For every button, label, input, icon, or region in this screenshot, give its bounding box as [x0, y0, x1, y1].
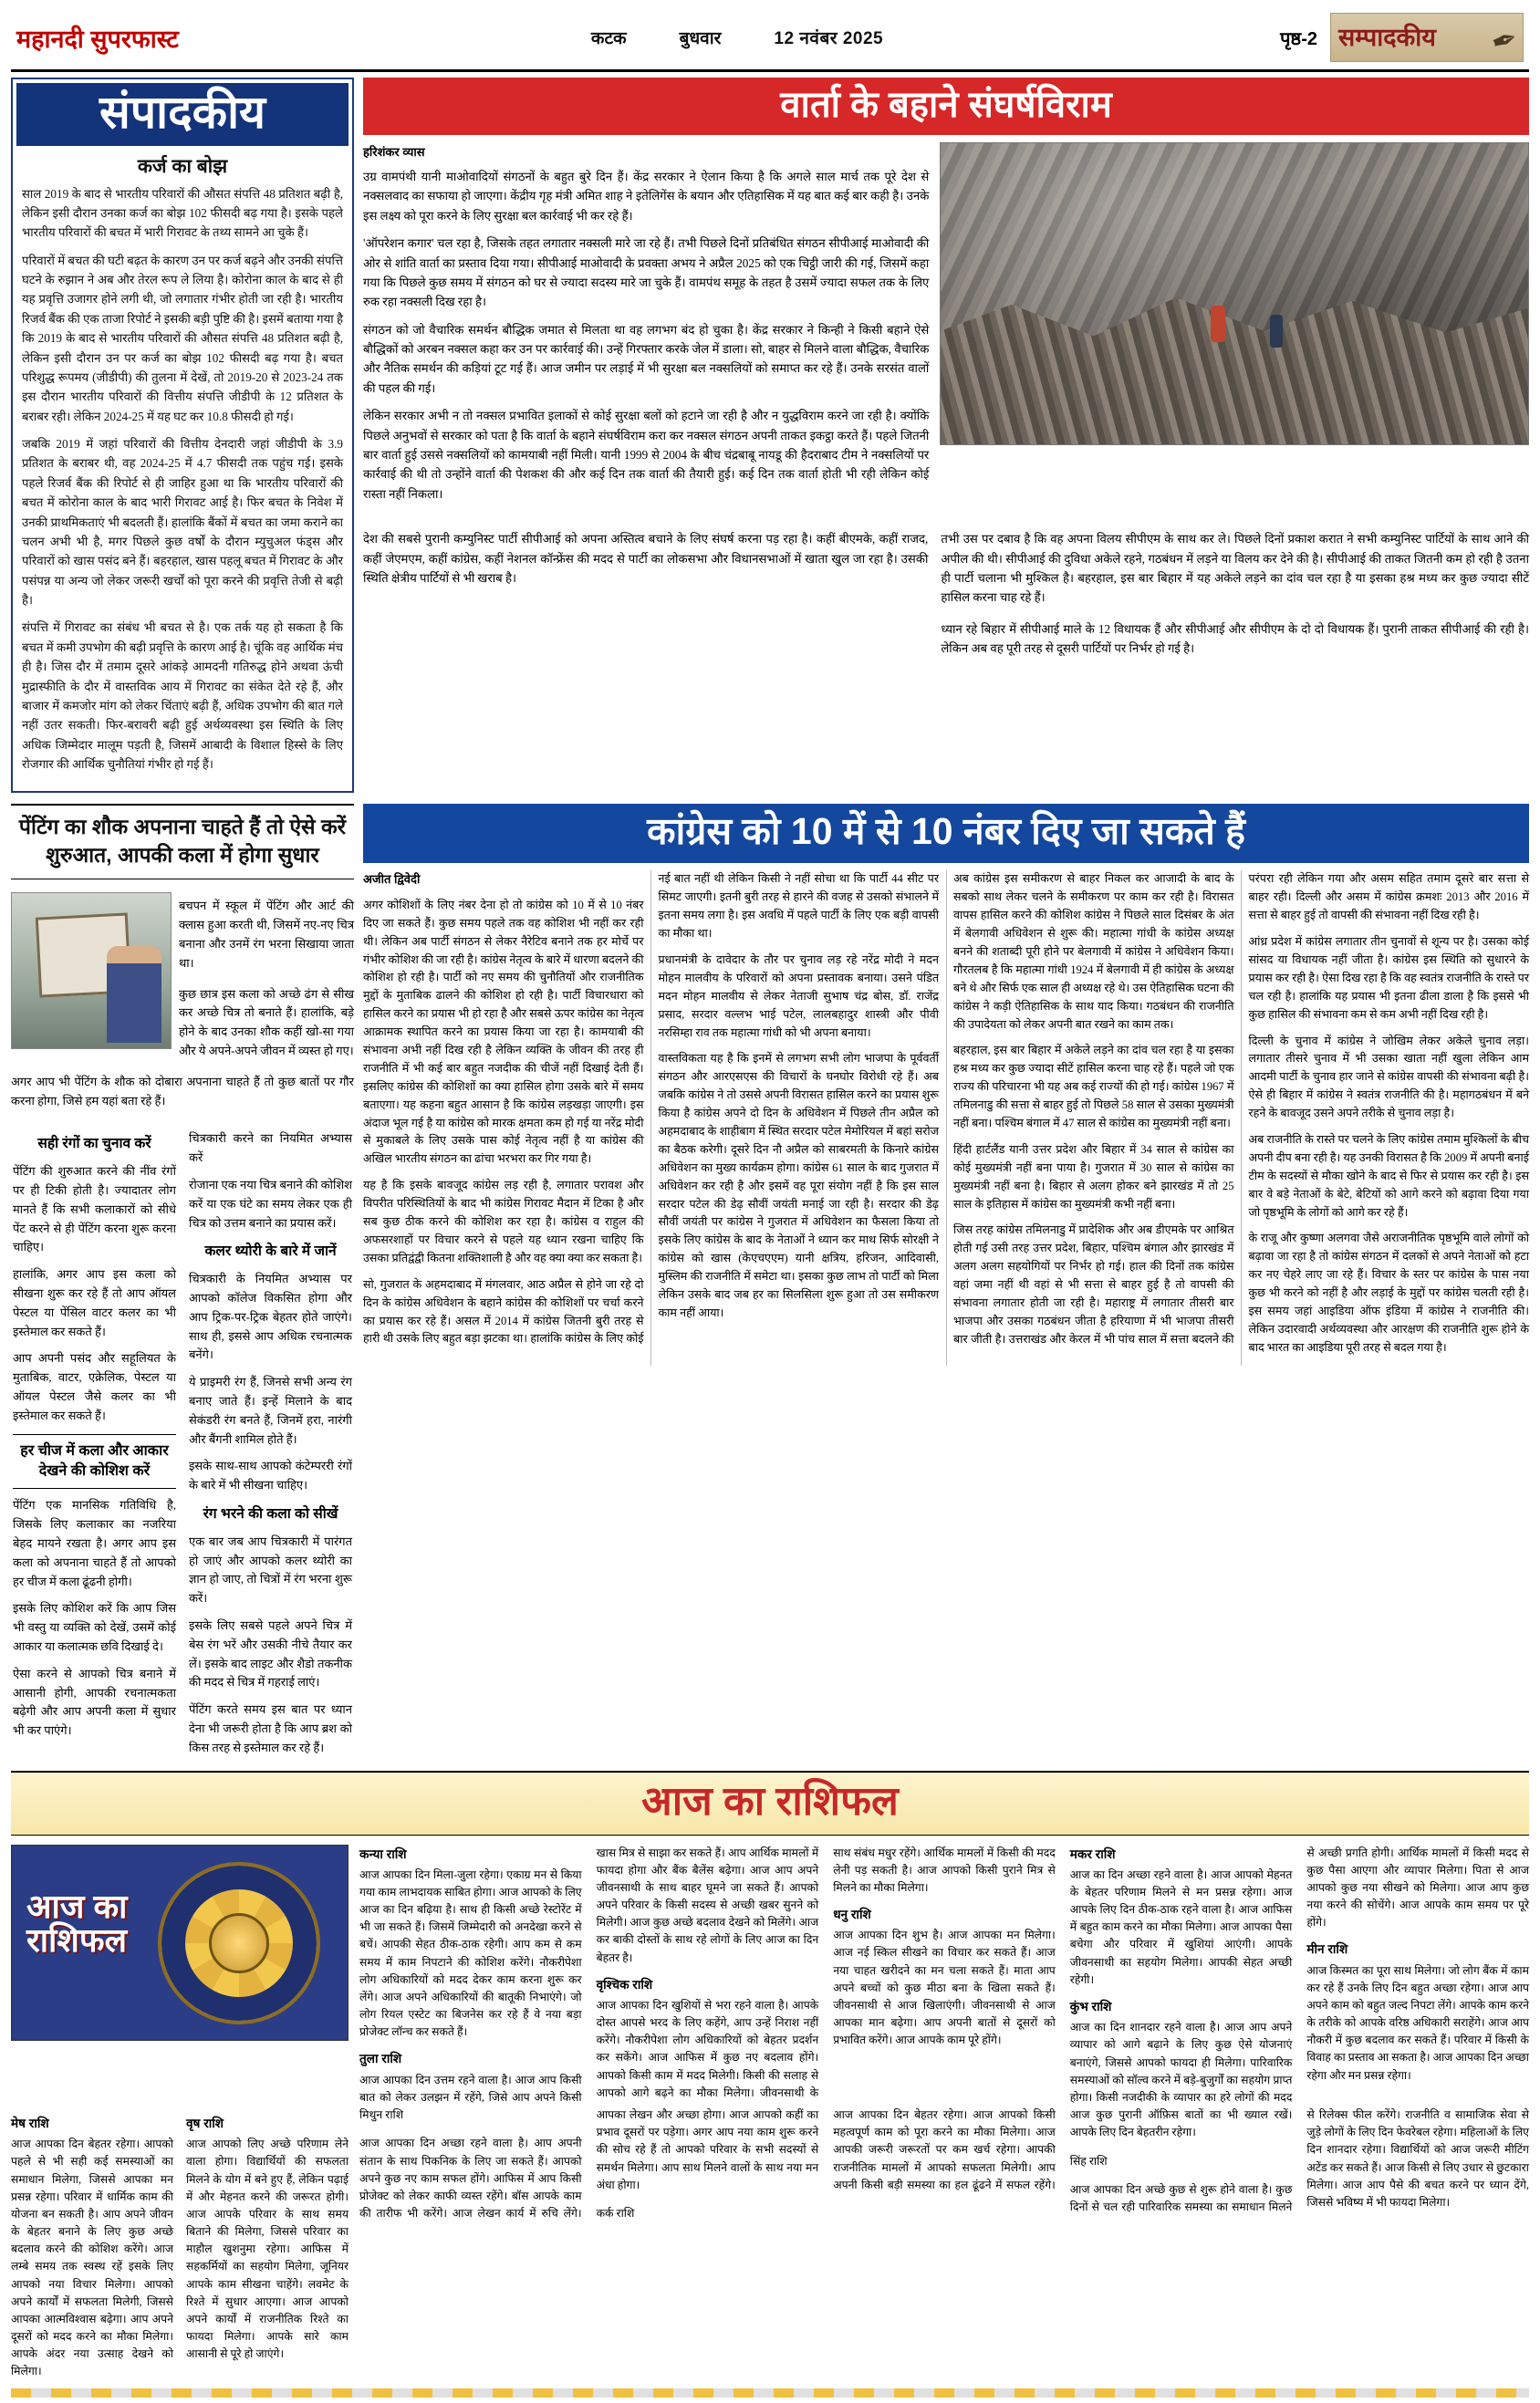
edition-label: कटक — [590, 29, 627, 48]
horoscope-columns-left — [11, 2107, 349, 2381]
artist-figure — [107, 946, 161, 1042]
zodiac-sign-name: धनु राशि — [833, 1908, 871, 1922]
decorative-bottom-strip — [11, 2388, 1529, 2398]
zodiac-sign-text: आज आपका दिन शुभ है। आज आपका मन मिलेगा। आज नई स्किल सीखने का विचार कर सकते हैं। आज नया चाहत खरीदने का मन चला सकते हैं। माता आप अपने बच्चों को कुछ मीठा बना के खिला सकते हैं। जीवनसाथी से आज खिलाएंगी। जीवनसाथी से आज आपका मान बढ़ेगा। आप अपनी बातों से दूसरों को प्रभावित करेंगे। आज आपके काम पूरे होंगे। — [833, 1929, 1056, 2047]
congress-paragraph: प्रधानमंत्री के दावेदार के तौर पर चुनाव लड़ रहे नरेंद्र मोदी ने मदन मोहन मालवीय के परिवारों को अपना प्रस्तावक बनाया। उसने पंडित मदन मोहन मालवीय से लेकर नेताजी सुभाष चंद्र बोस, डॉ. राजेंद्र प्रसाद, सरदार वल्लभ भाई पटेल, लालबहादुर शास्त्री और पीवी नरसिम्हा राव तक महात्मा गांधी को भी अपना बनाया। — [658, 952, 939, 1039]
congress-paragraph: अगर कोशिशों के लिए नंबर देना हो तो कांग्रेस को 10 में से 10 नंबर दिए जा सकते हैं। कुछ समय पहले तक वह कोशिश भी नहीं कर रही थी। लेकिन अब पार्टी संगठन से लेकर नैरेटिव बनाने तक हर मोर्चे पर गंभीर कोशिश की जा रही है। कांग्रेस नेतृत्व के बारे में धारणा बदलने की कोशिश हो रही है। पार्टी को नए समय की चुनौतियों और राजनीतिक मुद्दों के मुताबिक ढालने की कोशिश हो रही है। पार्टी विचारधारा को हासिल करने का प्रयास भी हो रहा है और सबसे ऊपर कांग्रेस का नेतृत्व आक्रामक स्थापित करने का प्रयास किया जा रहा है। कामयाबी की संभावना अभी नहीं दिख रही है लेकिन व्यक्ति के जीवन की तरह ही राजनीति में भी कई बार बहुत नजदीक की चीजें नहीं दिखाई देती हैं। इसलिए कांग्रेस की कोशिशों का क्या हासिल होगा उसके बारे में समय बताएगा। यह कहना बहुत आसान है कि कांग्रेस लड़खड़ा जाएगी। इस अंदाज भूल गई है या कांग्रेस को मारक क्षमता कम हो गई या नरेंद्र मोदी से मुकाबले के लिए उसके पास कोई नेतृत्व नहीं है या कांग्रेस की अखिल भारतीय संगठन का ढांचा भरभरा कर गिर गया है। — [363, 898, 644, 1166]
zodiac-sign-text: आज किस्मत का पूरा साथ मिलेगा। जो लोग बैंक में काम कर रहे हैं उनके लिए दिन बहुत अच्छा रहेगा। आज आप अपने काम को बहुत जल्द निपटा लेंगे। आपके काम करने के तरीके को आपके वरिष्ठ अधिकारी सराहेंगे। आज आप नौकरी में कुछ बदलाव कर सकते हैं। परिवार में किसी के विवाह का प्रस्ताव आ सकता है। आज आपका दिन अच्छा रहेगा और मन प्रसन्न रहेगा। — [1306, 1963, 1529, 2082]
congress-paragraph: वास्तविकता यह है कि इनमें से लगभग सभी लोग भाजपा के पूर्ववर्ती संगठन और आरएसएस की विचारों के घनघोर विरोधी रहे हैं। अब जबकि कांग्रेस ने तो उससे अपनी विरासत हासिल करने का प्रयास शुरू किया है कांग्रेस अपने दो दिन के अधिवेशन में पिछले तीन अप्रैल को अहमदाबाद के शाहीबाग में स्थित सरदार पटेल मेमोरियल में बहां सरोज का बैठक करेगी। दूसरे दिन नौ अप्रैल को साबरमती के किनारे कांग्रेस अधिवेशन का मुख्य कार्यक्रम होगा। कांग्रेस 61 साल के बाद गुजरात में अधिवेशन कर रही है और इसमें वह पूरा संयोग नहीं है कि इस साल सरदार पटेल की डेढ़ सौवीं जयंती मनाई जा रही है। सरदार की डेढ़ सौवीं जयंती पर कांग्रेस ने गुजरात में अधिवेशन का फैसला किया तो इसके लिए कांग्रेस के बाद के नेताओं ने ध्यान कर माथ सिर्फ सोरक्षी ने कांग्रेस को खास (केएचएएम) यानी क्षत्रिय, हरिजन, आदिवासी, मुस्लिम की राजनीति में समेटा था। इसका कुछ लाभ तो पार्टी को मिला लेकिन उसके बाद जब हर का सिलसिला शुरू हुआ तो उस समीकरण काम नहीं आया। — [658, 1052, 939, 1319]
ceasefire-headline: वार्ता के बहाने संघर्षविराम — [780, 85, 1112, 125]
ceasefire-byline: हरिशंकर व्यास — [363, 145, 425, 159]
ceasefire-text-column — [941, 517, 1529, 671]
editorial-paragraph: साल 2019 के बाद से भारतीय परिवारों की औसत संपत्ति 48 प्रतिशत बढ़ी है, लेकिन इसी दौरान उनका कर्ज का बोझ 102 फीसदी बढ़ गया है। इसके पहले भारतीय परिवारों की बचत में भारी गिरावट के तथ्य सामने आ चुके हैं। — [22, 186, 343, 240]
painting-boxed-headline: हर चीज में कला और आकार देखने की कोशिश करें — [13, 1434, 176, 1490]
painting-paragraph: पेंटिंग की शुरुआत करने की नींव रंगों पर ही टिकी होती है। ज्यादातर लोग मानते हैं कि सभी कलाकारों को सीधे पेंट करने से ही पेंटिंग करना शुरू करना चाहिए। — [13, 1164, 176, 1254]
ceasefire-article — [363, 78, 1529, 793]
zodiac-sign-name: मिथुन राशि — [359, 2108, 404, 2122]
zodiac-sign-text: आज आपका दिन बेहतर रहेगा। आपको पहले से भी सही कई समस्याओं का समाधान मिलेगा, जिससे आपका मन प्रसन्न रहेगा। परिवार में धार्मिक काम की योजना बन सकती है। आप अपने जीवन के बेहतर बनाने के लिए कुछ अच्छे बदलाव करने की कोशिश करेंगे। आज लम्बे समय तक स्वस्थ रहें इसके लिए आपको नया विचार मिलेगा। आपको अपने कार्यों में सफलता मिलेगी, जिससे आपका आत्मविश्वास बढ़ेगा। आप अपने दूसरों को मदद करने का मौका मिलेगा। आपके अंदर नया उत्साह देखने को मिलेगा। — [11, 2138, 173, 2378]
painting-paragraph: बचपन में स्कूल में पेंटिंग और आर्ट की क्लास हुआ करती थी, जिसमें नए-नए चित्र बनाना और उनमें रंग भरना सिखाया जाता था। — [179, 899, 354, 970]
top-area — [11, 78, 1529, 793]
zodiac-sign-name: मीन राशि — [1306, 1942, 1348, 1957]
congress-columns — [363, 870, 1529, 1365]
masthead — [11, 9, 1529, 72]
painting-article — [11, 804, 354, 1757]
painting-headline-line2: शुरुआत, आपकी कला में होगा सुधार — [46, 843, 319, 868]
ceasefire-paragraph: लेकिन सरकार अभी न तो नक्सल प्रभावित इलाकों से कोई सुरक्षा बलों को हटाने जा रही है और न युद्धविराम करने जा रही है। क्योंकि पिछले अनुभवों से सरकार को पता है कि वार्ता के बहाने संघर्षविराम करा कर नक्सल संगठन अपनी ताकत इकट्ठा करते हैं। पहले जितनी बार वार्ता हुई उससे नक्सलियों को कामयाबी नहीं मिली। यानी 1999 से 2004 के बीच चंद्रबाबू नायडू की हैदराबाद टीम ने नक्सलियों पर कार्रवाई की थी तो उन्होंने वार्ता की पेशकश की और कई दिन तक वार्ता की तैयारी हुई। कई दिन तक वार्ता होती भी रही लेकिन कोई रास्ता नहीं निकला। — [363, 409, 930, 501]
painting-paragraph: एक बार जब आप चित्रकारी में पारंगत हो जाएं और आपको कलर थ्योरी का ज्ञान हो जाए, तो चित्रों में रंग भरना शुरू करें। — [189, 1534, 352, 1606]
painting-paragraph: ये प्राइमरी रंग हैं, जिनसे सभी अन्य रंग बनाए जाते हैं। इन्हें मिलाने के बाद सेकंडरी रंग बनते हैं, जिनमें हरा, नारंगी और बैंगनी शामिल होते हैं। — [189, 1375, 352, 1446]
ceasefire-body-top — [363, 142, 1529, 512]
painting-paragraph: चित्रकारी करने का नियमित अभ्यास करें — [189, 1131, 352, 1165]
zodiac-sign-name: सिंह राशि — [1069, 2154, 1108, 2168]
date-label: 12 नवंबर 2025 — [774, 29, 884, 48]
editorial-paragraph: परिवारों में बचत की घटी बढ़त के कारण उन पर कर्ज बढ़ने और उनकी संपत्ति घटने के रुझान ने अब और तेरल रूप ले लिया है। कोरोना काल के बाद से ही यह प्रवृत्ति उजागर होने लगी थी, जो लगातार गंभीर होती जा रही है। भारतीय रिजर्व बैंक की एक ताजा रिपोर्ट ने इसकी बड़ी पुष्टि की है। इसमें बताया गया है कि 2019 के बाद से भारतीय परिवारों की औसत संपत्ति 48 प्रतिशत बढ़ी है, लेकिन इसी दौरान उन पर कर्ज का बोझ 102 फीसदी बढ़ गया है। बचत परिशुद्ध रूपमय (जीडीपी) की तुलना में देखें, तो 2019-20 से 2023-24 तक इस दौरान भारतीय परिवारों की वित्तीय संपत्ति जीडीपी के 12 प्रतिशत के बराबर रही। लेकिन 2024-25 में यह घट कर 10.8 फीसदी हो गई। — [22, 253, 343, 423]
congress-paragraph: यह है कि इसके बावजूद कांग्रेस लड़ रही है, लगातार परावश और विपरीत परिस्थितियों के बाद भी कांग्रेस गिरावट मैदान में टिका है और सब कुछ ठीक करने की कोशिश कर रहा है। कांग्रेस व राहुल की अफसरशाहों पर विचार करने से पहले यह ध्यान रखना चाहिए कि उसका प्रतिद्वंद्वी कितना शक्तिशाली है और वह क्या क्या कर सकता है। — [363, 1179, 644, 1264]
congress-article — [363, 804, 1529, 1757]
editorial-paragraph: जबकि 2019 में जहां परिवारों की वित्तीय देनदारी जहां जीडीपी के 3.9 प्रतिशत के बराबर थी, वह 2024-25 में 4.7 फीसदी तक पहुंच गई। इसके पहले रिजर्व बैंक की रिपोर्ट से ही जाहिर हुआ था कि भारतीय परिवारों की बचत में कोरोना काल के बाद भारी गिरावट आई है। फिर बचत के निवेश में उनकी प्राथमिकताएं भी बदलती हैं। हालांकि बैंकों में बचत का जमा कराने का चलन अभी भी है, मगर पिछले कुछ वर्षों के दौरान म्युचुअल फंड्स और परिवारों को खास पसंद बने हैं। बहरहाल, खास पहलू बचत में गिरावट के और पसंपन्न या अन्य जो लेकर जरूरी खर्चों को पूरा करने की प्रवृत्ति तेजी से बढ़ी है। — [22, 437, 343, 607]
painting-paragraph: कुछ छात्र इस कला को अच्छे ढंग से सीख कर अच्छे चित्र तो बनाते हैं। हालांकि, बड़े होने के बाद उनका शौक कहीं खो-सा गया और ये अपने-अपने जीवन में व्यस्त हो गए। — [179, 986, 354, 1058]
rubble-shape — [941, 270, 1528, 444]
ceasefire-paragraph: तभी उस पर दबाव है कि वह अपना विलय सीपीएम के साथ कर ले। पिछले दिनों प्रकाश करात ने सभी कम्युनिस्ट पार्टियों के साथ आने की अपील की थी। सीपीआई की दुविधा अकेले रहने, गठबंधन में लड़ने या विलय कर देने की है। सीपीआई की ताकत जितनी कम हो रही है उतना ही पार्टी चलाना भी मुश्किल है। बहरहाल, इस बार बिहार में यह अकेले लड़ने का दांव चल रहा है या इसका हश्र मध्य कर कुछ ज्यादा सीटें हासिल करना चाह रहे हैं। — [941, 532, 1529, 605]
zodiac-sign-name: वृष राशि — [186, 2117, 224, 2131]
day-label: बुधवार — [679, 29, 722, 48]
ceasefire-paragraph: ध्यान रहे बिहार में सीपीआई माले के 12 विधायक हैं और सीपीआई और सीपीएम के दो दो विधायक हैं। पुरानी ताकत सीपीआई की रही है। लेकिन अब वह पूरी तरह से दूसरी पार्टियों पर निर्भर हो गई है। — [941, 621, 1529, 656]
painting-paragraph: इसके लिए कोशिश करें कि आप जिस भी वस्तु या व्यक्ति को देखें, उसमें कोई आकार या कलात्मक छवि दिखाई दे। — [13, 1601, 176, 1653]
zodiac-sign-name: कर्क राशि — [596, 2207, 635, 2221]
zodiac-sign-text: आज का दिन अच्छा रहने वाला है। आज आपको मेहनत के बेहतर परिणाम मिलने से मन प्रसन्न रहेगा। आज आपके लिए दिन ठीक-ठाक रहने वाला है। आज आफिस में बहुत काम करने का मौका मिलेगा। आज आपका पैसा बचेगा और परिवार में खुशियां आएंगी। आपके जीवनसाथी का सहयोग मिलेगा। आपकी सेहत अच्छी रहेगी। — [1069, 1867, 1293, 1986]
congress-paragraph: जिस तरह कांग्रेस तमिलनाडु में प्रादेशिक और अब डीएमके पर आश्रित होती गई उसी तरह उत्तर प्रदेश, बिहार, पश्चिम बंगाल और झारखंड में अलग अलग सहयोगियों पर निर्भर हो गई। हाल की दिनों तक कांग्रेस वहां जमा नहीं थी वहां से भी सत्ता से बाहर हुई है तो वापसी की संभावना लगातार होती जा रही है। महाराष्ट्र में लगातार तीसरी बार भाजपा और उसका गठबंधन जीता है हरियाणा में भी भाजपा तीसरी बार जीती है। उत्तराखंड और केरल में भी पांच साल में सत्ता बदलने की परंपरा रही लेकिन गया और असम सहित तमाम दूसरे बार सत्ता से बाहर रही। दिल्ली और असम में कांग्रेस क्रमशः 2013 और 2016 में सत्ता से बाहर हुई तो वापसी की संभावना नहीं दिख रही है। — [953, 872, 1529, 1346]
painting-paragraph: पेंटिंग करते समय इस बात पर ध्यान देना भी जरूरी होता है कि आप ब्रश को किस तरह से इस्तेमाल कर रहे हैं। — [189, 1702, 352, 1754]
zodiac-sign-name: कुंभ राशि — [1069, 1999, 1112, 2013]
zodiac-sign-name: वृश्चिक राशि — [596, 1977, 653, 1992]
horoscope-title: आज का राशिफल — [641, 1778, 899, 1824]
ceasefire-text-column — [363, 517, 928, 671]
painting-lead — [11, 879, 354, 1122]
ceasefire-paragraph: उग्र वामपंथी यानी माओवादियों संगठनों के बहुत बुरे दिन हैं। केंद्र सरकार ने ऐलान किया है कि अगले साल मार्च तक पूरे देश से नक्सलवाद का सफाया हो जाएगा। केंद्रीय गृह मंत्री अमित शाह ने इतेलिगेंस के बयान और एतिहासिक में यह बात कई बार कही है। उनके इस लक्ष्य को पूरा करने के लिए सुरक्षा बल कार्रवाई भी कर रहे हैं। — [363, 170, 930, 223]
zodiac-sign-text: आज आपका दिन बेहतर रहेगा। आज आपको किसी महत्वपूर्ण काम को पूरा करने का मौका मिलेगा। आज आपकी जरूरी जरूरतों पर कम खर्च रहेगा। आपकी राजनीतिक मामलों में आपको सफलता मिलेगी। आप अपनी किसी बड़ी समस्या का हल ढूंढने में सफल रहेंगे। आज कुछ पुरानी ऑफ़िस बातों का भी ख्याल रखें। आपके लिए दिन बेहतरीन रहेगा। — [833, 2108, 1293, 2191]
painting-subhead-3: रंग भरने की कला को सीखें — [203, 1505, 338, 1522]
painting-paragraph: रोजाना एक नया चित्र बनाने की कोशिश करें या एक घंटे का समय लेकर एक ही चित्र को उत्तम बनाने का प्रयास करें। — [189, 1178, 352, 1230]
painting-paragraph: चित्रकारी के नियमित अभ्यास पर आपको कॉलेज विकसित होगा और आप ट्रिक-पर-ट्रिक बेहतर होते जाएंगे। साथ ही, इससे आप अधिक रचनात्मक बनेंगे। — [189, 1272, 352, 1362]
rubble-destruction-photo — [940, 142, 1529, 445]
editorial-subtitle: कर्ज का बोझ — [137, 155, 228, 177]
congress-paragraph: अब राजनीति के रास्ते पर चलने के लिए कांग्रेस तमाम मुश्किलों के बीच अपनी दीप बना रही है। यह उनकी विरासत है कि 2009 में अपनी बनाई टीम के सदस्यों से मौका खोने के बाद से फिर से प्रयास कर रही है। इस बार वे बड़े नेताओं के बेटे, बेटियों को आगे करने को बढ़ावा दिया गया जो पृष्ठभूमि के लोगों को आगे कर रहे हैं। — [1248, 1132, 1529, 1219]
zodiac-sign-name: मकर राशि — [1069, 1846, 1116, 1861]
painting-paragraph: इसके लिए सबसे पहले अपने चित्र में बेस रंग भरें और उसकी नीचे तैयार कर लें। इसके बाद लाइट और शैडो तकनीक की मदद से चित्र में गहराई लाएं। — [189, 1618, 352, 1690]
painting-paragraph: इसके साथ-साथ आपको कंटेम्पररी रंगों के बारे में भी सीखना चाहिए। — [189, 1459, 352, 1493]
painting-headline-block — [11, 804, 354, 879]
painting-paragraph: हालांकि, अगर आप इस कला को सीखना शुरू कर रहे हैं तो आप ऑयल पेस्टल या पेंसिल वाटर कलर का भी इस्तेमाल कर सकते हैं। — [13, 1267, 176, 1338]
section-logo-text: सम्पादकीय — [1338, 23, 1436, 51]
painting-paragraph: पेंटिंग एक मानसिक गतिविधि है, जिसके लिए कलाकार का नजरिया बेहद मायने रखता है। अगर आप इस कला को अपनाना चाहते हैं तो आपको हर चीज में कला ढूंढनी होगी। — [13, 1498, 176, 1588]
painting-paragraph: अगर आप भी पेंटिंग के शौक को दोबारा अपनाना चाहते हैं तो कुछ बातों पर गौर करना होगा, जिसे हम यहां बता रहे हैं। — [11, 1074, 354, 1108]
ceasefire-text-column — [363, 142, 929, 512]
congress-paragraph: अब कांग्रेस इस समीकरण से बाहर निकल कर आजादी के बाद के सबको साथ लेकर चलने के समीकरण पर काम कर रही है। विरासत वापस हासिल करने की कोशिश कांग्रेस ने पिछले साल दिसंबर के अंत में बेलगावी अधिवेशन से शुरू की। महात्मा गांधी के कांग्रेस अध्यक्ष बनने की शताब्दी पूरी होने पर बेलगावी में कांग्रेस ने अधिवेशन किया। गौरतलब है कि महात्मा गांधी 1924 में बेलगावी में ही कांग्रेस के अध्यक्ष बने थे और सिर्फ एक साल ही अध्यक्ष रहे थे। उस ऐतिहासिक घटना की कांग्रेस ने कड़ी ऐतिहासिक के साथ याद किया। गठबंधन की राजनीति की उपादेयता को लेकर अपनी बात रखने का काम तक। — [953, 872, 1234, 1031]
person-figure — [1270, 315, 1283, 348]
painting-paragraph: ऐसा करने से आपको चित्र बनाने में आसानी होगी, आपकी रचनात्मकता बढ़ेगी और आप अपनी कला में सुधार भी कर पाएंगे। — [13, 1666, 176, 1738]
mid-area — [11, 804, 1529, 1757]
congress-paragraph: सो, गुजरात के अहमदाबाद में मंगलवार, आठ अप्रैल से होने जा रहे दो दिन के कांग्रेस अधिवेशन के बहाने कांग्रेस की कोशिशों पर चर्चा करने का प्रयास कर रहे हैं। असल में 2014 में कांग्रेस जितनी बुरी तरह से हारी थी उसके लिए बहुत बड़ा झटका था। हालांकि कांग्रेस के लिए कोई नई बात नहीं थी लेकिन किसी ने नहीं सोचा था कि पार्टी 44 सीट पर सिमट जाएगी। इतनी बुरी तरह से हारने की वजह से उसको संभालने में इतना समय लगा है। इस अवधि में पहले पार्टी के लिए एक बड़ी वापसी का मौका था। — [363, 872, 939, 1346]
editorial-box — [11, 78, 354, 793]
quill-pen-icon: ✒ — [1486, 21, 1523, 62]
zodiac-sign-name: कन्या राशि — [359, 1846, 407, 1861]
editorial-body — [13, 184, 352, 792]
congress-paragraph: के राजू और कुष्णा अलगवा जैसे अराजनीतिक पृष्ठभूमि वाले लोगों को बढ़ावा जा रहा है तो कांग्रेस संगठन में दलकों से अपने नेताओं को हटा कर नए चेहरे लाए जा रहे हैं। विचार के स्तर पर कांग्रेस के पास नया कुछ भी करने को नहीं है और लड़ाई के मुद्दों पर कांग्रेस चलती रही है। इस समय जहां आइडिया ऑफ इंडिया में कांग्रेस ने राजनीति की। लेकिन उदारवादी अर्थव्यवस्था और आरक्षण की राजनीति शुरू होने के बाद भारत का आइडिया पूरी तरह से बदल गया है। — [1248, 1232, 1529, 1354]
paper-name: महानदी सुपरफास्ट — [16, 25, 179, 53]
horoscope-art-line2: राशिफल — [26, 1921, 128, 1960]
horoscope-art-line1: आज का — [26, 1887, 128, 1925]
congress-byline: अजीत द्विवेदी — [363, 872, 421, 887]
horoscope-section — [11, 1771, 1529, 2398]
zodiac-wheel-icon — [158, 1862, 320, 2024]
zodiac-sign-text: आज आपका दिन खुशियों से भरा रहने वाला है। आपके दोस्त आपसे भरद के लिए कहेंगे, आप उन्हें निराश नहीं करेंगे। नौकरीपेशा लोग अधिकारियों को बेहतर प्रदर्शन कर सकेंगे। आज आफिस में कुछ नए बदलाव होंगे। आपको किसी काम में मदद मिलेगी। किसी की सलाह से आपको आगे बढ़ने का मौका मिलेगा। जीवनसाथी के साथ संबंध मधुर रहेंगे। आर्थिक मामलों में किसी की मदद लेनी पड़ सकती है। आज आपको किसी पुराने मित्र से मिलने का मौका मिलेगा। — [596, 1846, 1056, 2099]
horoscope-headline-bar — [11, 1773, 1529, 1836]
editorial-title-bar — [16, 83, 349, 146]
zodiac-sign-text: आज का दिन शानदार रहने वाला है। आज आप अपने व्यापार को आगे बढ़ाने के लिए कुछ ऐसे योजनाएं बनाएंगे, जिससे आपको फायदा ही मिलेगा। पारिवारिक समस्याओं को सॉल्व करने में बड़े-बुजुर्गों का सहयोग प्राप्त होगा। किसी नजदीकी के व्यापार का हरे लोगों की मदद से अच्छी प्रगति होगी। आर्थिक मामलों में किसी मदद से कुछ पैसा आएगा और व्यापार मिलेगा। पिता से आज आपको कुछ नया सीखने को मिलेगा। आज आप कुछ नया करने की सोचेंगे। आज आपके काम समय पर पूरे होंगे। — [1069, 1846, 1529, 2104]
painting-paragraph: आप अपनी पसंद और सहूलियत के मुताबिक, वाटर, एक्रेलिक, पेस्टल या ऑयल पेस्टल जैसे कलर का भी इस्तेमाल कर सकते हैं। — [13, 1351, 176, 1422]
horoscope-top-row — [11, 1836, 1529, 2107]
editorial-title: संपादकीय — [99, 87, 266, 138]
ceasefire-body-bottom — [363, 517, 1529, 671]
congress-headline: कांग्रेस को 10 में से 10 नंबर दिए जा सकते हैं — [647, 810, 1245, 853]
editorial-paragraph: संपत्ति में गिरावट का संबंध भी बचत से है। एक तर्क यह हो सकता है कि बचत में कमी उपभोग की बढ़ी प्रवृत्ति के कारण आई है। चूंकि वह आर्थिक मंच ही है। जिस दौर में तमाम दूसरे आंकड़े आमदनी गतिरुद्ध होने अथवा ऊंची मुद्रास्फीति के दौर में वास्तविक आय में गिरावट का संकेत देते रहे हैं, और बाजार में कमजोर मांग को लेकर चिंताएं बढ़ी हैं, अधिक उपभोग की बात गले नहीं उतर सकती। फिर-बरावरी बढ़ी हुई अर्थव्यवस्था इस स्थिति के लिए अधिक जिम्मेदार मालूम पड़ती है, जिसमें आबादी के विशाल हिस्से के लिए रोजगार की आर्थिक चुनौतियां गंभीर हो गई हैं। — [22, 620, 343, 771]
zodiac-sign-name: तुला राशि — [359, 2052, 402, 2066]
zodiac-wheel-illustration — [11, 1845, 349, 2041]
horoscope-columns-top — [359, 1845, 1529, 2107]
person-figure — [1211, 306, 1225, 342]
painting-easel-photo — [11, 892, 172, 1049]
masthead-center — [290, 26, 1184, 49]
painting-subhead-2: कलर थ्योरी के बारे में जानें — [204, 1243, 337, 1260]
horoscope-art-title — [26, 1889, 127, 1959]
congress-paragraph: दिल्ली के चुनाव में कांग्रेस ने जोखिम लेकर अकेले चुनाव लड़ा। लगातार तीसरे चुनाव में भी उसका खाता नहीं खुला लेकिन आम आदमी पार्टी के चुनाव हार जाने से कांग्रेस वापसी की संभावना बढ़ी है। ऐसे ही बिहार में कांग्रेस ने स्वतंत्र राजनीति की है। महागठबंधन में बने रहने के बावजूद उसने अपने तरीके से चुनाव लड़ा है। — [1248, 1034, 1529, 1120]
horoscope-bottom-row — [11, 2107, 1529, 2381]
painting-columns — [11, 1122, 354, 1757]
congress-paragraph: आंध्र प्रदेश में कांग्रेस लगातार तीन चुनावों से शून्य पर है। उसका कोई सांसद या विधायक नहीं जीता है। कांग्रेस इस स्थिति को सुधारने के प्रयास कर रही है। ऐसा दिख रहा है कि वह स्वतंत्र राजनीति के रास्ते पर चल रही है। हालांकि यह प्रयास भी इतना ढीला डाला है कि इससे भी कुछ हासिल की संभावना कम से कम अभी नहीं दिख रही है। — [1248, 935, 1529, 1021]
zodiac-sign-text: आज आपको लिए अच्छे परिणाम लेने वाला होगा। विद्यार्थियों की सफलता मिलने के योग में बने हुए हैं, लेकिन पढ़ाई में और मेहनत करने की जरूरत होगी। आज आपके परिवार के साथ समय बिताने की मिलेगा, जिससे परिवार का माहौल खुशनुमा रहेगा। आफिस में सहकर्मियों का सहयोग मिलेगा, जूनियर आपके काम सीखना चाहेंगे। लवमेट के रिश्ते में सुधार आएगा। आज आपको अपने कार्यों में राजनीतिक रिश्ते का फायदा मिलेगा। आपके सारे काम आसानी से पूरे हो जाएंगे। — [186, 2138, 349, 2361]
ceasefire-paragraph: 'ऑपरेशन कगार' चल रहा है, जिसके तहत लगातार नक्सली मारे जा रहे हैं। तभी पिछले दिनों प्रतिबंधित संगठन सीपीआई माओवादी की ओर से शांति वार्ता का प्रस्ताव दिया गया। सीपीआई माओवादी के प्रवक्ता अभय ने अप्रैल 2025 को एक चिट्ठी जारी की गई, जिसमें कहा गया कि पिछले कुछ समय में संगठन को घर से ज्यादा सदस्य मारे जा चुके हैं। वामपंथ समूह के तहत है उसमें ज्यादा सफल तक के लिए रुक रहा नक्सली दिख रहा है। — [363, 236, 930, 309]
painting-subhead-1: सही रंगों का चुनाव करें — [37, 1136, 151, 1152]
ceasefire-headline-bar — [363, 78, 1529, 135]
zodiac-sign-text: आज आपका दिन अच्छे कुछ से शुरू होने वाला है। कुछ दिनों से चल रही पारिवारिक समस्या का समाधान मिलने से रिलेक्स फील करेंगे। राजनीति व सामाजिक सेवा से जुड़े लोगों के लिए दिन फेवरेबल रहेगा। महिलाओं के लिए दिन शानदार रहेगा। विद्यार्थियों को आज जरूरी मीटिंग अटेंड कर सकते हैं। आज किसी से लिए उधार से छुटकारा मिलेगा। आज आप पैसे की बचत करने पर ध्यान देंगे, जिससे भविष्य में भी फायदा मिलेगा। — [1069, 2108, 1529, 2214]
congress-headline-bar — [363, 804, 1529, 863]
section-logo — [1330, 13, 1524, 62]
horoscope-columns-right — [359, 2107, 1529, 2381]
zodiac-sign-text: आज आपका दिन अच्छा रहने वाला है। आप अपनी संतान के साथ पिकनिक के लिए जा सकते हैं। आपको अपने कुछ नए काम सफल होंगे। आफिस में आप किसी प्रोजेक्ट को लेकर काफी व्यस्त रहेंगे। बॉस आपके काम की तारीफ भी करेंगे। आज लेखन कार्य में रुचि लेंगे। आपका लेखन और अच्छा होगा। आज आपको कहीं का प्रभाव दूसरों पर पड़ेगा। अगर आप नया काम शुरू करने की सोच रहे हैं तो आपको परिवार के सभी सदस्यों से समर्थन मिलेगा। आप साथ मिलने वालों के साथ नया मन अंधा होगा। — [359, 2108, 819, 2221]
zodiac-sign-name: मेष राशि — [11, 2117, 49, 2131]
page-number: पृष्ठ-2 — [1280, 28, 1317, 49]
ceasefire-paragraph: संगठन को जो वैचारिक समर्थन बौद्धिक जमात से मिलता था वह लगभग बंद हो चुका है। केंद्र सरकार ने किन्ही ने किसी बहाने ऐसे बौद्धिकों को अरबन नक्सल कहा कर उन पर कार्रवाई की। उन्हें गिरफ्तार करके जेल में डाला। सो, बाहर से मिलने वाला बौद्धिक, वैचारिक और नैतिक समर्थन की कड़ियां टूट गई हैं। आज जमीन पर लड़ाई में भी सुरक्षा बल नक्सलियों को समाप्त कर रहे हैं। उनके सरसंत वालों की पहल की गई। — [363, 322, 930, 395]
editorial-column — [11, 78, 354, 793]
zodiac-sign-text: आज आपका दिन मिला-जुला रहेगा। एकाग्र मन से किया गया काम लाभदायक साबित होगा। आज आपको के लिए आज का दिन बढ़िया है। साथ ही किसी अच्छे रेस्टोरेंट में भी जा सकते हैं। जिसमें जिम्मेदारी को अनदेखा करने से बचें। आपकी सेहत ठीक-ठाक रहेगी। आप कम से कम समय में काम निपटाने की कोशिश करेंगे। नौकरीपेशा लोग अधिकारियों को मदद देकर काम करना शुरू कर लेंगे। आज अपने अधिकारियों की बातूकी निभाएंगे। जो लोग रियल एस्टेट का बिजनेस कर रहे हैं वे नया बड़ा प्रोजेक्ट लॉन्च कर सकते हैं। — [359, 1867, 582, 2039]
painting-headline-line1: पेंटिंग का शौक अपनाना चाहते हैं तो ऐसे करें — [18, 815, 347, 839]
congress-paragraph: हिंदी हार्टलैंड यानी उत्तर प्रदेश और बिहार में 34 साल से कांग्रेस का कोई मुख्यमंत्री नहीं बना पाया है। गुजरात में 30 साल से कांग्रेस का मुख्यमंत्री नहीं बना है। बिहार से अलग होकर बने झारखंड में तो 25 साल के इतिहास में कांग्रेस का मुख्यमंत्री कभी नहीं बना। — [953, 1142, 1234, 1211]
congress-paragraph: बहरहाल, इस बार बिहार में अकेले लड़ने का दांव चल रहा है या इसका हश्र मध्य कर कुछ ज्यादा सीटें हासिल करना चाह रहे हैं। पहले जो एक राज्य की परिचारना भी यह अब कई राज्यों की हो गई। कांग्रेस 1967 में तमिलनाडु की सत्ता से बाहर हुई तो पिछले 58 साल से उसका मुख्यमंत्री नहीं बना। पश्चिम बंगाल में 47 साल से कांग्रेस का मुख्यमंत्री नहीं बना। — [953, 1044, 1234, 1129]
ceasefire-paragraph: देश की सबसे पुरानी कम्युनिस्ट पार्टी सीपीआई को अपना अस्तित्व बचाने के लिए संघर्ष करना पड़ रहा है। कहीं बीएमके, कहीं राजद, कहीं जेएमएम, कहीं कांग्रेस, कहीं नेशनल कॉन्फ्रेंस की मदद से पार्टी का लोकसभा और विधानसभाओं में खाता खुल जा रहा है। उसकी स्थिति क्षेत्रीय पार्टियों से भी खराब है। — [363, 532, 929, 585]
zodiac-sign-text: आज आपका दिन उत्तम रहने वाला है। आज आप किसी बात को लेकर उलझन में रहेंगे, जिसे आप अपने किसी खास मित्र से साझा कर सकते हैं। आप आर्थिक मामलों में फायदा होगा और बैंक बैलेंस बढ़ेगा। आज आप अपने जीवनसाथी के साथ बाहर घूमने जा सकते हैं। आपको अपने परिवार के किसी सदस्य से अच्छी खबर सुनने को मिलेगी। आज कुछ अच्छे बदलाव देखने को मिलेंगे। आज कर बाकी दोस्तों के साथ रहे लोगों के लिए आज का दिन बेहतर है। — [359, 1846, 819, 2104]
